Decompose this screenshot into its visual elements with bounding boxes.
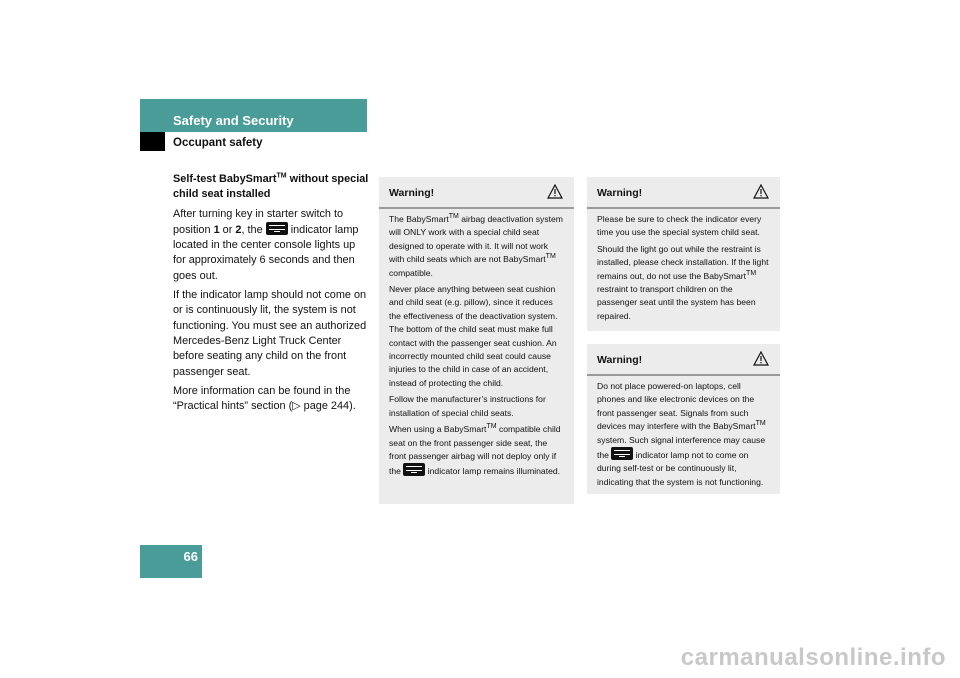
left-heading: Self-test BabySmart™ without special child seat installed xyxy=(173,172,369,201)
warning-header xyxy=(587,344,780,376)
warning-body xyxy=(587,376,780,498)
airbag-off-indicator-icon xyxy=(266,222,288,235)
warning-label: Warning! xyxy=(597,187,643,199)
warning-triangle-icon xyxy=(753,351,769,366)
left-paragraph-3: More information can be found in the “Practical hints” section (▷ page 244). xyxy=(173,384,356,413)
left-paragraph-1: After turning key in starter switch to position 1 or 2, the indicator lamp located in the center console lights up for approximately 6 seconds and then goes out. xyxy=(173,207,359,282)
warning2-paragraph-2: Should the light go out while the restraint is installed, please check installation. If the light remains out, do not use the BabySmart™ restraint to transport children on the passenger seat until the system has been repaired. xyxy=(597,243,769,321)
warning-header xyxy=(587,177,780,209)
warning-label: Warning! xyxy=(389,187,435,199)
warning1-paragraph-4: When using a BabySmart™ compatible child seat on the front passenger side seat, the front passenger airbag will not deploy only if the indicator lamp remains illuminated. xyxy=(389,423,561,477)
warning2-paragraph-1: Please be sure to check the indicator every time you use the special system child seat. xyxy=(597,214,762,238)
warning-header xyxy=(379,177,574,209)
warning1-paragraph-2: Never place anything between seat cushion and child seat (e.g. pillow), since it reduces the effectiveness of the deactivation system. The bottom of the child seat must make full contact with the passenger seat cushion. An incorrectly mounted child seat could cause injuries to the child in case of an accident, instead of protecting the child. xyxy=(389,284,558,388)
airbag-off-indicator-icon xyxy=(403,463,425,476)
warning-box-3 xyxy=(587,344,780,494)
warning-box-1 xyxy=(379,177,574,504)
page-number: 66 xyxy=(183,549,198,564)
warning-triangle-icon xyxy=(753,184,769,199)
warning3-paragraph-1: Do not place powered-on laptops, cell phones and like electronic devices on the front passenger seat. Signals from such devices may interfere with the BabySmart™ system. Such signal interference may cause the indicator lamp not to come on during self-test or be continuously lit, indicating that the system is not functioning. xyxy=(597,381,766,487)
subsection-title: Occupant safety xyxy=(173,137,263,149)
warning-box-2 xyxy=(587,177,780,331)
left-paragraph-2: If the indicator lamp should not come on or is continuously lit, the system is not functioning. You must see an authorized Mercedes-Benz Light Truck Center before seating any child on the front passenger seat. xyxy=(173,289,367,378)
section-title: Safety and Security xyxy=(173,113,294,128)
warning1-paragraph-3: Follow the manufacturer’s instructions for installation of special child seats. xyxy=(389,394,546,418)
warning-body xyxy=(587,209,780,332)
warning-label: Warning! xyxy=(597,354,643,366)
warning-triangle-icon xyxy=(547,184,563,199)
page-ref-arrow-icon: ▷ xyxy=(292,400,301,413)
warning1-paragraph-1: The BabySmart™ airbag deactivation system will ONLY work with a special child seat designed to operate with it. It will not work with child seats which are not BabySmart™ compatible. xyxy=(389,213,563,278)
watermark: carmanualsonline.info xyxy=(680,644,946,671)
warning-body xyxy=(379,209,574,488)
airbag-off-indicator-icon xyxy=(611,447,633,460)
section-marker xyxy=(140,132,165,151)
left-column xyxy=(173,172,369,418)
